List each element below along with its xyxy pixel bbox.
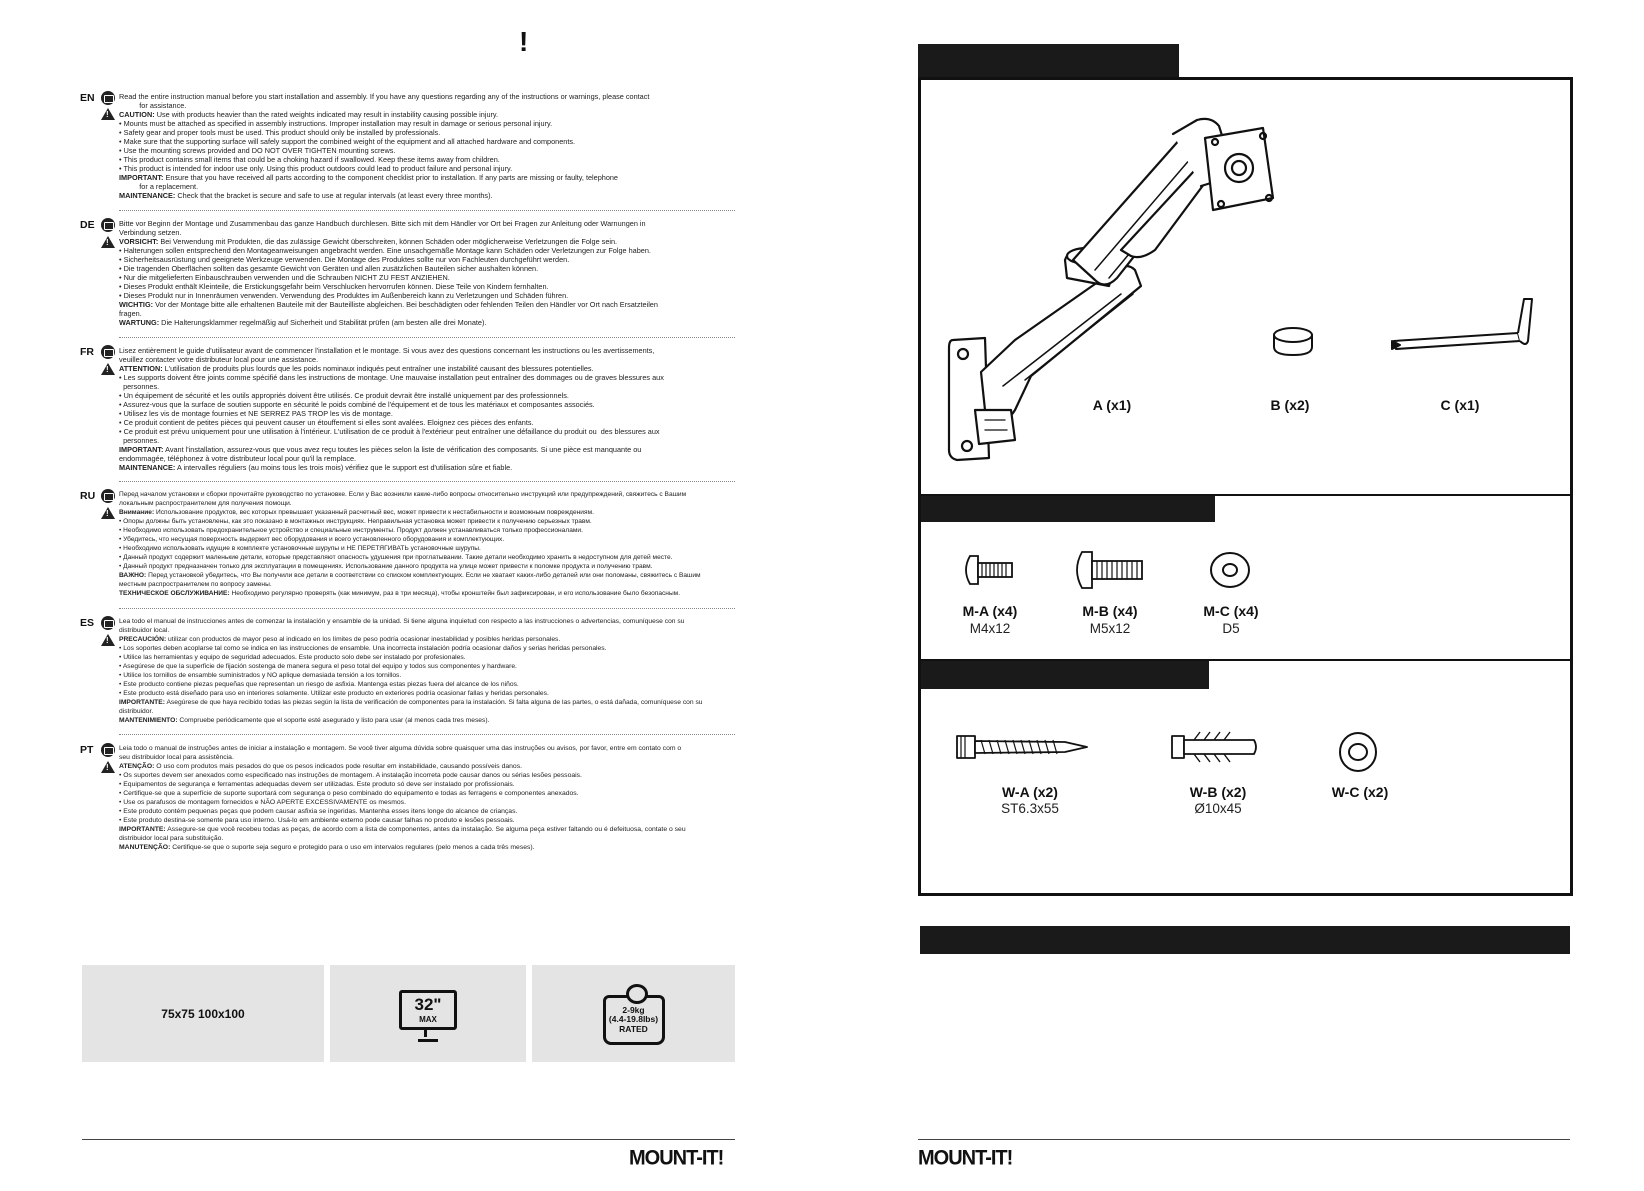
part-label-wc: W-C (x2) [1331,784,1389,800]
spec-screen-box [330,965,526,1062]
warning-triangle-icon [101,363,115,375]
weight-icon [603,995,665,1045]
spacer-illustration [1270,325,1316,359]
lang-code: PT [80,744,94,756]
lang-text: Bitte vor Beginn der Montage und Zusammenbau das ganze Handbuch durchlesen. Bitte sich mit dem Händler vor Ort bei Fragen zur Anleitung oder Warnungen in Verbindung setzen. VORSICHT: Bei Verwendung mit Produkten, die das zulässige Gewicht überschreiten, können Schäden oder möglicherweise Verletzungen die Folge sein. • Halterungen sollen entsprechend den Montageanweisungen angebracht werden. Eine unsachgemäße Montage kann Schäden oder Verletzungen zur Folge haben. • Sicherheitsausrüstung und geeignete Werkzeuge verwenden. Die Montage des Produktes sollte nur von Fachleuten durchgeführt werden. • Die tragenden Oberflächen sollten das gesamte Gewicht von Geräten und allen zusätzlichen Bauteilen sicher aushalten können. • Nur die mitgelieferten Einbauschrauben verwenden und die Schrauben NICHT ZU FEST ANZIEHEN. • Dieses Produkt enthält Kleinteile, die Erstickungsgefahr beim Verschlucken hervorrufen können. Diese Teile von Kindern fernhalten. • Dieses Produkt nur in Innenräumen verwenden. Verwendung des Produktes im Außenbereich kann zu Verletzungen und Schäden führen. WICHTIG: Vor der Montage bitte alle erhaltenen Bauteile mit der Bauteilliste abgleichen. Bei beschädigten oder fehlenden Teilen den Händler vor Ort nach Ersatzteilen fragen. WARTUNG: Die Halterungsklammer regelmäßig auf Sicherheit und Stabilität prüfen (am besten alle drei Monate). [119,219,658,327]
brand-logo: MOUNT-IT! [629,1146,724,1170]
weight-lbs: (4.4-19.8lbs) [608,1013,659,1024]
weight-range: 2-9kg [622,1004,645,1015]
part-size-wa: ST6.3x55 [1001,801,1059,816]
screen-max: MAX [419,1014,437,1024]
screen-size: 32" [414,994,442,1014]
allen-key-illustration [1390,295,1540,355]
lang-block-fr [80,346,735,472]
manual-book-icon [101,743,115,757]
screw-m4-illustration [960,552,1016,588]
lang-block-en [80,92,735,200]
warning-triangle-icon [101,108,115,120]
warning-triangle-icon [101,634,115,646]
vesa-pattern-label: 75x75 100x100 [161,1006,245,1021]
lang-text: Lisez entièrement le guide d'utilisateur avant de commencer l'installation et le montage. Si vous avez des questions concernant les instructions ou les avertissements, veuillez contacter votre distributeur local pour une assistance. ATTENTION: L'utilisation de produits plus lourds que les poids nominaux indiqués peut entraîner une instabilité causant des blessures potentielles. • Les supports doivent être joints comme spécifié dans les instructions de montage. Une mauvaise installation peut entraîner des dommages ou de graves blessures aux personnes. • Un équipement de sécurité et les outils appropriés doivent être utilisés. Ce produit devrait être installé uniquement par des professionnels. • Assurez-vous que la surface de soutien supporte en sécurité le poids combiné de l'équipement et de tous les matériaux et composantes associés. • Utilisez les vis de montage fournies et NE SERREZ PAS TROP les vis de montage. • Ce produit contient de petites pièces qui peuvent causer un étouffement si elles sont avalées. Eloignez ces pièces des enfants. • Ce produit est prévu uniquement pour une utilisation à l'intérieur. L'utilisation de ce produit à l'extérieur peut entraîner une défaillance du produit ou des blessures aux personnes. IMPORTANT: Avant l'installation, assurez-vous que vous avez reçu toutes les pièces selon la liste de vérification des composants. Si une pièce est manquante ou endommagée, téléphonez à votre distributeur local pour qu'il la remplace. MAINTENANCE: A intervalles réguliers (au moins tous les trois mois) vérifiez que le support est d'utilisation sûre et fiable. [119,346,664,472]
warning-triangle-icon [101,507,115,519]
lang-code: ES [80,617,95,629]
manual-book-icon [101,489,115,503]
section-header-wall-hardware [921,661,1209,689]
part-label-mc: M-C (x4) [1203,603,1259,619]
section-header-parts [918,44,1179,78]
part-label-mb: M-B (x4) [1082,603,1138,619]
washer-wc-illustration [1336,730,1380,774]
lag-bolt-illustration [955,732,1090,762]
lang-code: EN [80,92,95,104]
lang-block-de [80,219,735,327]
part-label-c: C (x1) [1440,397,1480,413]
warning-triangle-icon [101,761,115,773]
spec-vesa-box [82,965,324,1062]
manual-book-icon [101,345,115,359]
weight-rated: RATED [619,1023,648,1034]
section-divider [119,481,735,482]
manual-book-icon [101,91,115,105]
lang-code: FR [80,346,94,358]
section-divider [119,608,735,609]
wall-anchor-illustration [1170,730,1260,764]
monitor-icon [399,990,457,1030]
part-label-wa: W-A (x2) [1002,784,1058,800]
lang-text: Read the entire instruction manual before you start installation and assembly. If you have any questions regarding any of the instructions or warnings, please contact for assistance. CAUTION: Use with products heavier than the rated weights indicated may result in instability causing possible injury. • Mounts must be attached as specified in assembly instructions. Improper installation may result in damage or serious personal injury. • Safety gear and proper tools must be used. This product should only be installed by professionals. • Make sure that the supporting surface will safely support the combined weight of the equipment and all attached hardware and components. • Use the mounting screws provided and DO NOT OVER TIGHTEN mounting screws. • This product contains small items that could be a choking hazard if swallowed. Keep these items away from children. • This product is intended for indoor use only. Using this product outdoors could lead to product failure and personal injury. IMPORTANT: Ensure that you have received all parts according to the component checklist prior to installation. If any parts are missing or faulty, telephone for a replacement. MAINTENANCE: Check that the bracket is secure and safe to use at regular intervals (at least every three months). [119,92,650,200]
monitor-arm-illustration [945,110,1285,470]
part-size-mc: D5 [1222,621,1240,636]
lang-text: Lea todo el manual de instrucciones antes de comenzar la instalación y ensamble de la unidad. Si tiene alguna inquietud con respecto a las instrucciones o advertencias, comuníquese con su distribuidor local. PRECAUCIÓN: utilizar con productos de mayor peso al indicado en los límites de peso podría ocasionar inestabilidad y posibles heridas personales. • Los soportes deben acoplarse tal como se indica en las instrucciones de ensamble. Una incorrecta instalación podría ocasionar daños y serias heridas personales. • Utilice las herramientas y equipo de seguridad adecuados. Este producto solo debe ser instalado por profesionales. • Asegúrese de que la superficie de fijación sostenga de manera segura el peso total del equipo y todos sus componentes y hardware. • Utilice los tornillos de ensamble suministrados y NO aplique demasiada tensión a los tornillos. • Este producto contiene piezas pequeñas que representan un riesgo de asfixia. Mantenga estas piezas fuera del alcance de los niños. • Este producto está diseñado para uso en interiores solamente. Utilizar este producto en exteriores podría ocasionar fallas y heridas personales. IMPORTANTE: Asegúrese de que haya recibido todas las piezas según la lista de verificación de componentes para la instalación. Si falta alguna de las partes, o está dañada, comuníquese con su distribuidor. MANTENIMIENTO: Compruebe periódicamente que el soporte esté asegurado y listo para usar (al menos cada tres meses). [119,618,703,724]
lang-block-pt [80,744,735,852]
monitor-stand-icon [418,1039,438,1042]
part-label-ma: M-A (x4) [962,603,1018,619]
part-label-a: A (x1) [1092,397,1132,413]
manual-book-icon [101,218,115,232]
section-divider [119,337,735,338]
warning-exclamation: ! [519,26,529,57]
part-label-b: B (x2) [1270,397,1310,413]
section-divider [119,210,735,211]
screw-m5-illustration [1070,548,1146,592]
lang-text: Перед началом установки и сборки прочитайте руководство по установке. Если у Вас возникли какие-либо вопросы относительно инструкций или предупреждений, свяжитесь с Вашим локальным распространителем для получения помощи. Внимание: Использование продуктов, вес которых превышает указанный расчетный вес, может привести к нестабильности и возможным повреждениям. • Опоры должны быть установлены, как это показано в монтажных инструкциях. Неправильная установка может привести к получению серьезных травм. • Необходимо использовать предохранительное устройство и специальные инструменты. Продукт должен устанавливаться только профессионалами. • Убедитесь, что несущая поверхность выдержит вес оборудования и всего установленного оборудования и комплектующих. • Необходимо использовать идущие в комплекте установочные шурупы и НЕ ПЕРЕТЯГИВАТЬ установочные шурупы. • Данный продукт содержит маленькие детали, которые представляют опасность удушения при проглатывании. Такие детали необходимо хранить в недоступном для детей месте. • Данный продукт предназначен только для эксплуатации в помещениях. Использование данного продукта на улице может привести к поломке продукта и получению травм. ВАЖНО: Перед установкой убедитесь, что Вы получили все детали в соответствии со списком комплектующих. Если не хватает каких-либо деталей или они поломаны, свяжитесь с Вашим местным распространителем по вопросу замены. ТЕХНИЧЕСКОЕ ОБСЛУЖИВАНИЕ: Необходимо регулярно проверять (как минимум, раз в три месяца), чтобы кронштейн был зафиксирован, и его использование было безопасным. [119,491,701,597]
lang-code: DE [80,219,95,231]
section-header-bottom [920,926,1570,954]
lang-block-ru [80,490,735,598]
part-size-mb: M5x12 [1089,621,1131,636]
lang-block-es [80,617,735,725]
lang-text: Leia todo o manual de instruções antes de iniciar a instalação e montagem. Se você tiver alguma dúvida sobre quaisquer uma das instruções ou avisos, por favor, entre em contato com o seu distribuidor local para assistência. ATENÇÃO: O uso com produtos mais pesados do que os pesos indicados pode resultar em instabilidade, causando possíveis danos. • Os suportes devem ser anexados como especificado nas instruções de montagem. A instalação incorreta pode causar danos ou sérias lesões pessoais. • Equipamentos de segurança e ferramentas adequadas devem ser utilizadas. Este produto só deve ser instalado por profissionais. • Certifique-se que a superfície de suporte suportará com segurança o peso combinado do equipamento e todas as ferragens e componentes anexados. • Use os parafusos de montagem fornecidos e NÃO APERTE EXCESSIVAMENTE os mesmos. • Este produto contém pequenas peças que podem causar asfixia se ingeridas. Mantenha esses itens longe do alcance de crianças. • Este produto destina-se somente para uso interno. Usá-lo em ambiente externo pode causar falhas no produto e lesões pessoais. IMPORTANTE: Assegure-se que você recebeu todas as peças, de acordo com a lista de componentes, antes da instalação. Se alguma peça estiver faltando ou é defeituosa, contate o seu distribuidor local para substituição. MANUTENÇÃO: Certifique-se que o suporte seja seguro e protegido para o uso em intervalos regulares (pelo menos a cada três meses). [119,745,686,851]
part-label-wb: W-B (x2) [1189,784,1247,800]
section-header-monitor-hardware [921,496,1215,522]
manual-book-icon [101,616,115,630]
footer-rule [82,1139,735,1140]
spec-weight-box [532,965,735,1062]
footer-rule [918,1139,1570,1140]
section-divider [119,734,735,735]
part-size-ma: M4x12 [969,621,1011,636]
part-size-wb: Ø10x45 [1194,801,1242,816]
warning-triangle-icon [101,236,115,248]
brand-logo: MOUNT-IT! [918,1146,1013,1170]
washer-d5-illustration [1208,550,1252,590]
lang-code: RU [80,490,96,502]
